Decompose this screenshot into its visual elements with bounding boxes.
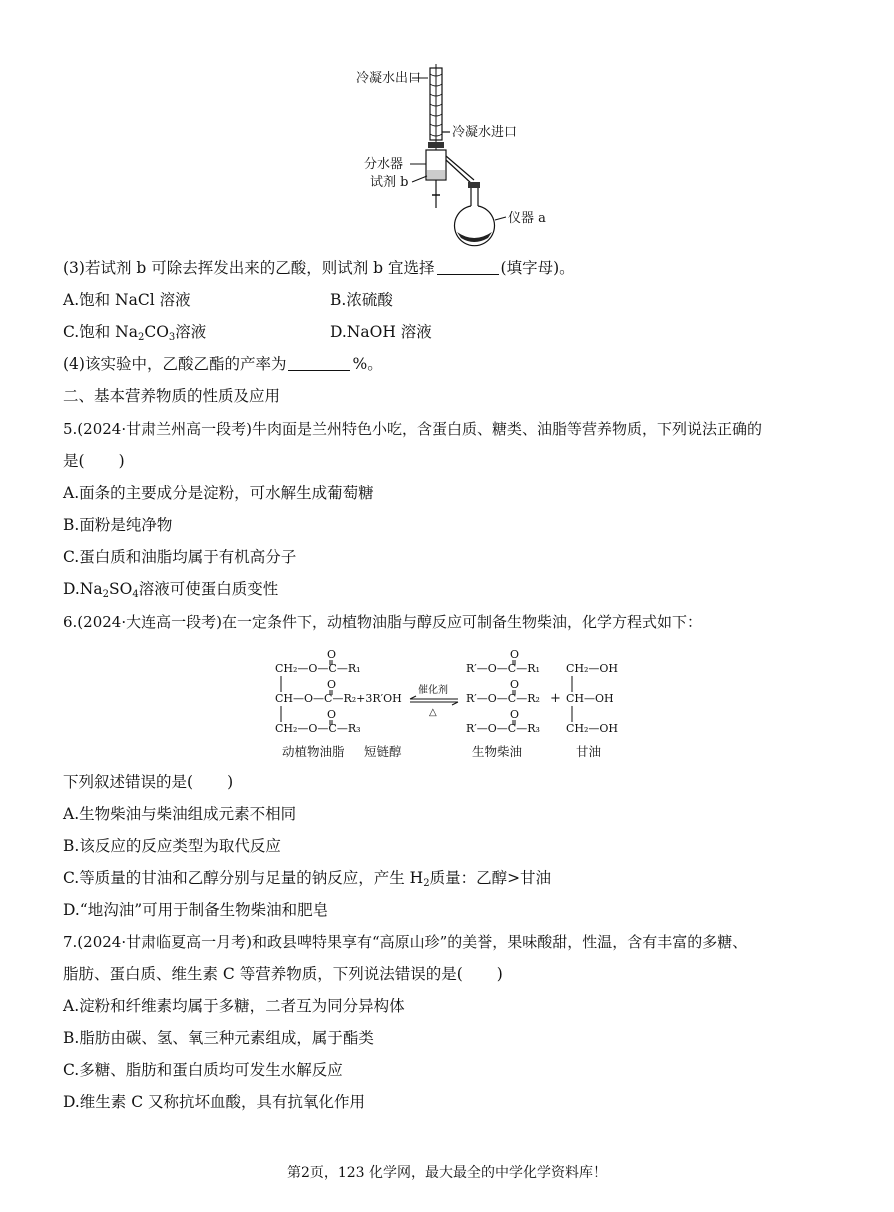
label-instrument-a: 仪器 a <box>508 211 546 226</box>
reactant-row-3: CH₂—O—C—R₃ <box>275 722 361 735</box>
q6-ask: 下列叙述错误的是( ) <box>63 773 234 791</box>
caption-glycerol: 甘油 <box>576 744 602 759</box>
q6-option-c: C.等质量的甘油和乙醇分别与足量的钠反应，产生 $H_2$质量：乙醇>甘油 <box>63 869 552 889</box>
q7-option-c: C.多糖、脂肪和蛋白质均可发生水解反应 <box>63 1061 343 1079</box>
answer-blank[interactable] <box>437 260 499 275</box>
q5-option-c: C.蛋白质和油脂均属于有机高分子 <box>63 548 297 566</box>
label-condenser-outlet: 冷凝水出口 <box>356 71 422 86</box>
carbonyl-o: O <box>327 678 337 691</box>
q7-stem-continued: 脂肪、蛋白质、维生素 C 等营养物质，下列说法错误的是( ) <box>63 965 503 983</box>
caption-alcohol: 短链醇 <box>364 744 402 759</box>
section-heading: 二、基本营养物质的性质及应用 <box>63 387 281 405</box>
q7-option-d: D.维生素 C 又称抗坏血酸，具有抗氧化作用 <box>63 1093 366 1111</box>
q5-option-b: B.面粉是纯净物 <box>63 516 173 534</box>
carbonyl-o: O <box>510 678 520 691</box>
product-row-1: R′—O—C—R₁ <box>466 662 540 675</box>
q7-option-b: B.脂肪由碳、氢、氧三种元素组成，属于酯类 <box>63 1029 374 1047</box>
carbonyl-o: O <box>327 648 337 661</box>
carbonyl-o: O <box>510 648 520 661</box>
q4-stem: (4)该实验中，乙酸乙酯的产率为 %。 <box>63 355 383 373</box>
label-water-separator: 分水器 <box>364 157 404 172</box>
reactant-row-2: CH—O—C—R₂+3R′OH <box>275 692 402 705</box>
transesterification-equation <box>270 646 630 764</box>
q3-option-d: D.NaOH 溶液 <box>330 323 432 341</box>
page-footer: 第2页，123 化学网，最大最全的中学化学资料库！ <box>286 1165 608 1181</box>
caption-oil: 动植物油脂 <box>282 744 345 759</box>
distillation-apparatus-figure <box>350 60 570 250</box>
q7-option-a: A.淀粉和纤维素均属于多糖，二者互为同分异构体 <box>63 997 405 1015</box>
product-row-3: R′—O—C—R₃ <box>466 722 540 735</box>
carbonyl-o: O <box>510 708 520 721</box>
q3-stem: (3)若试剂 b 可除去挥发出来的乙酸，则试剂 b 宜选择 (填字母)。 <box>63 259 575 277</box>
q7-stem: 7.(2024·甘肃临夏高一月考)和政县啤特果享有“高原山珍”的美誉，果味酸甜，性温，含有丰富的多糖、 <box>63 933 748 951</box>
q3-option-c: C.饱和 $Na_2CO_3$溶液 <box>63 323 207 343</box>
q5-option-a: A.面条的主要成分是淀粉，可水解生成葡萄糖 <box>63 484 374 502</box>
q5-option-d: $D.Na_2SO_4$溶液可使蛋白质变性 <box>63 580 279 600</box>
label-condenser-inlet: 冷凝水进口 <box>452 125 518 140</box>
q6-option-d: D.“地沟油”可用于制备生物柴油和肥皂 <box>63 901 329 919</box>
glycerol-row-1: CH₂—OH <box>566 662 619 675</box>
label-reagent-b: 试剂 b <box>370 175 409 190</box>
product-row-2: R′—O—C—R₂ <box>466 692 540 705</box>
answer-blank[interactable] <box>288 356 350 371</box>
glycerol-row-2: CH—OH <box>566 692 614 705</box>
q6-option-a: A.生物柴油与柴油组成元素不相同 <box>63 805 297 823</box>
q5-stem-continued: 是( ) <box>63 452 125 470</box>
reactant-row-1: CH₂—O—C—R₁ <box>275 662 361 675</box>
q6-option-b: B.该反应的反应类型为取代反应 <box>63 837 281 855</box>
glycerol-row-3: CH₂—OH <box>566 722 619 735</box>
plus-sign: + <box>550 691 561 706</box>
caption-biodiesel: 生物柴油 <box>472 744 523 759</box>
q6-stem: 6.(2024·大连高一段考)在一定条件下，动植物油脂与醇反应可制备生物柴油，化学方程式如下： <box>63 613 702 631</box>
q5-stem: 5.(2024·甘肃兰州高一段考)牛肉面是兰州特色小吃，含蛋白质、糖类、油脂等营养物质，下列说法正确的 <box>63 420 762 438</box>
q3-option-a: A.饱和 NaCl 溶液 <box>63 291 191 309</box>
carbonyl-o: O <box>327 708 337 721</box>
heat-symbol: △ <box>429 707 437 718</box>
catalyst-label: 催化剂 <box>418 685 448 696</box>
q3-option-b: B.浓硫酸 <box>330 291 393 309</box>
